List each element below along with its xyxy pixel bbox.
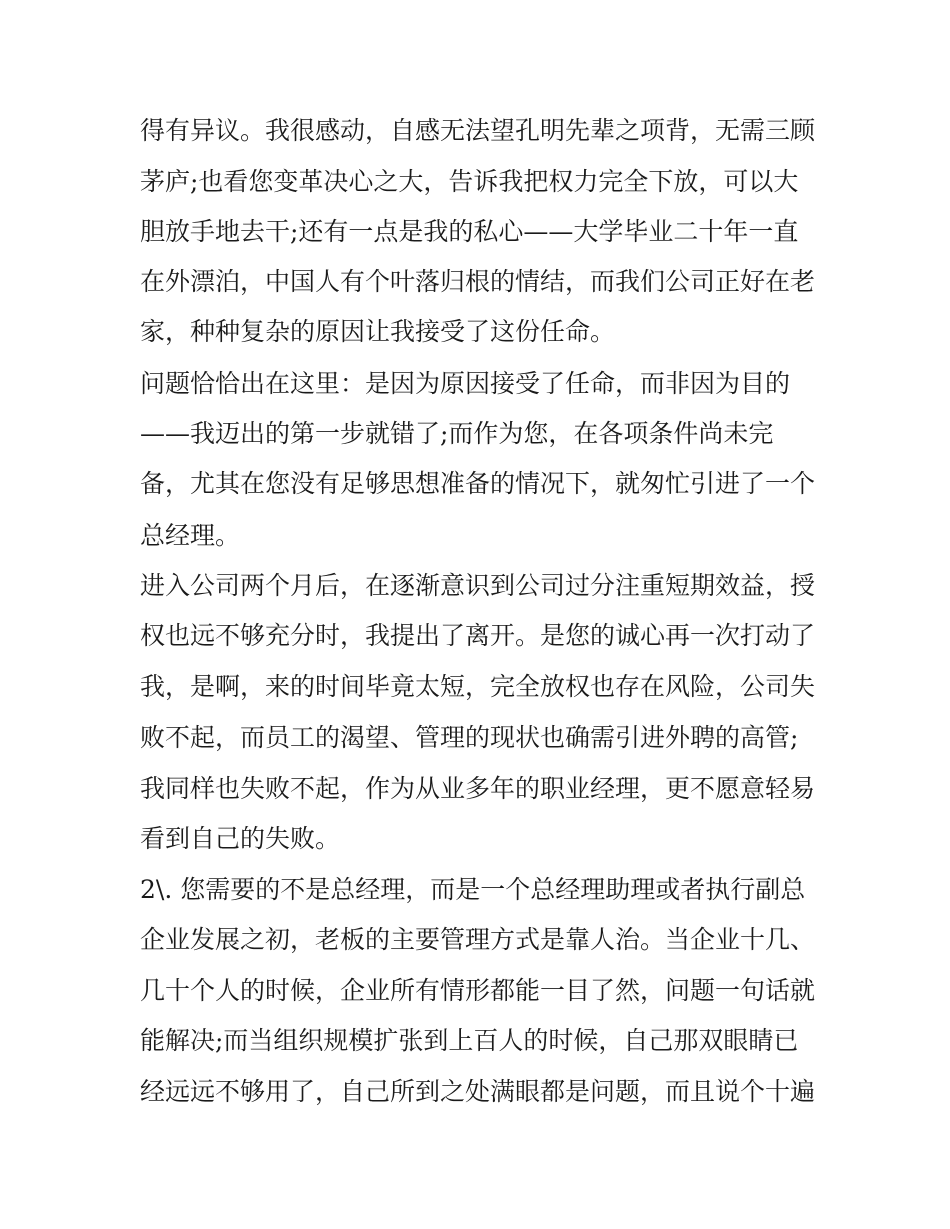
text-line: 企业发展之初，老板的主要管理方式是靠人治。当企业十几、 — [140, 925, 816, 954]
text-line: 权也远不够充分时，我提出了离开。是您的诚心再一次打动了 — [140, 621, 816, 650]
text-line: 得有异议。我很感动，自感无法望孔明先辈之项背，无需三顾 — [140, 116, 816, 145]
text-line: 2\. 您需要的不是总经理，而是一个总经理助理或者执行副总 — [140, 875, 806, 904]
text-line: 问题恰恰出在这里：是因为原因接受了任命，而非因为目的 — [140, 369, 791, 398]
text-line: 在外漂泊，中国人有个叶落归根的情结，而我们公司正好在老 — [140, 267, 816, 296]
text-line: 进入公司两个月后，在逐渐意识到公司过分注重短期效益，授 — [140, 571, 816, 600]
text-line: 我同样也失败不起，作为从业多年的职业经理，更不愿意轻易 — [140, 774, 816, 803]
text-line: 我，是啊，来的时间毕竟太短，完全放权也存在风险，公司失 — [140, 672, 816, 701]
text-line: 能解决;而当组织规模扩张到上百人的时候，自己那双眼睛已 — [140, 1026, 799, 1055]
text-line: 看到自己的失败。 — [140, 824, 341, 853]
text-line: 败不起，而员工的渴望、管理的现状也确需引进外聘的高管; — [140, 723, 799, 752]
text-line: ——我迈出的第一步就错了;而作为您，在各项条件尚未完 — [140, 419, 774, 448]
text-line: 茅庐;也看您变革决心之大，告诉我把权力完全下放，可以大 — [140, 167, 799, 196]
text-line: 总经理。 — [140, 521, 241, 550]
text-line: 经远远不够用了，自己所到之处满眼都是问题，而且说个十遍 — [140, 1077, 816, 1106]
text-line: 几十个人的时候，企业所有情形都能一目了然，问题一句话就 — [140, 976, 816, 1005]
text-line: 胆放手地去干;还有一点是我的私心——大学毕业二十年一直 — [140, 217, 799, 246]
text-line: 家，种种复杂的原因让我接受了这份任命。 — [140, 317, 616, 346]
text-line: 备，尤其在您没有足够思想准备的情况下，就匆忙引进了一个 — [140, 469, 816, 498]
